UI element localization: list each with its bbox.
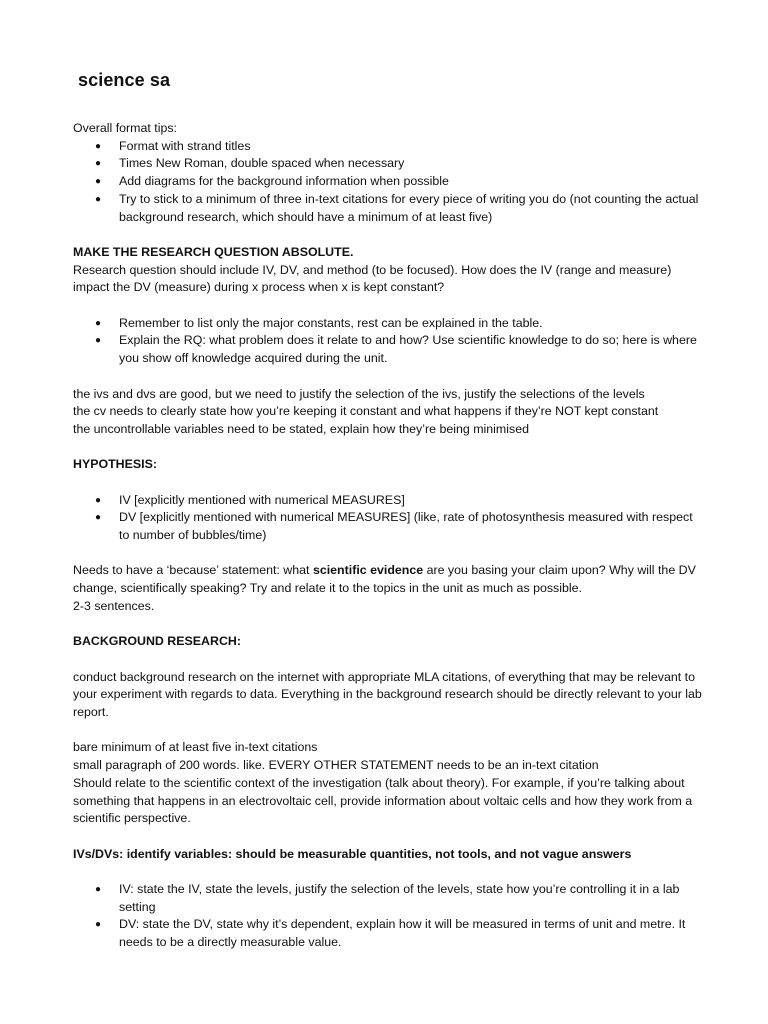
list-item: ● Times New Roman, double spaced when necessary: [73, 155, 703, 173]
bullet-icon: ●: [95, 317, 102, 329]
bullet-icon: ●: [95, 494, 102, 506]
hypothesis-list: [73, 492, 703, 545]
research-note: the cv needs to clearly state how you’re keeping it constant and what happens if they’re NOT kept constant: [73, 404, 659, 419]
list-item: ● Format with strand titles: [73, 138, 703, 156]
list-item: ● Explain the RQ: what problem does it relate to and how? Use scientific knowledge to do so; here is where you show off knowledge acquired during the unit.: [95, 333, 697, 366]
format-tips-heading: Overall format tips:: [73, 121, 177, 135]
research-note: the uncontrollable variables need to be stated, explain how they’re being minimised: [73, 421, 529, 436]
research-question-body: Research question should include IV, DV, and method (to be focused). How does the IV (range and measure) impact the DV (measure) during x process when x is kept constant?: [73, 262, 672, 295]
hypothesis-length-note: 2-3 sentences.: [73, 598, 155, 613]
list-item: ● IV [explicitly mentioned with numerical MEASURES]: [73, 492, 703, 510]
bullet-icon: ●: [95, 158, 102, 170]
hypothesis-heading: HYPOTHESIS:: [73, 457, 157, 472]
research-note: the ivs and dvs are good, but we need to justify the selection of the ivs, justify the selections of the levels: [73, 386, 645, 401]
scientific-evidence-emphasis: scientific evidence: [312, 563, 424, 578]
list-item: ● Add diagrams for the background information when possible: [73, 173, 703, 191]
document-body: [73, 120, 703, 952]
list-item: ● Try to stick to a minimum of three in-text citations for every piece of writing you do (not counting the actual background research, which should have a minimum of at least five): [95, 191, 699, 224]
list-item: ● DV: state the DV, state why it’s dependent, explain how it will be measured in terms of unit and metre. It needs to be a directly measurable value.: [95, 917, 686, 950]
background-line: bare minimum of at least five in-text citations: [73, 740, 318, 755]
research-question-list: [73, 315, 703, 368]
variables-heading: IVs/DVs: identify variables: should be measurable quantities, not tools, and not vague answers: [73, 846, 632, 861]
bullet-icon: ●: [95, 176, 102, 188]
format-tips-list: [73, 138, 703, 227]
list-item: ● Remember to list only the major constants, rest can be explained in the table.: [73, 315, 703, 333]
bullet-icon: ●: [95, 884, 102, 896]
page-title: science sa: [78, 70, 171, 90]
list-item: ● IV: state the IV, state the levels, justify the selection of the levels, state how you’re controlling it in a lab setting: [95, 882, 680, 914]
bullet-icon: ●: [95, 140, 102, 152]
research-question-heading: MAKE THE RESEARCH QUESTION ABSOLUTE.: [73, 244, 354, 259]
bullet-icon: ●: [95, 335, 102, 347]
variables-list: [73, 881, 703, 952]
background-body: conduct background research on the internet with appropriate MLA citations, of everything that may be relevant to your experiment with regards to data. Everything in the background research should be directly relevant to your lab report.: [73, 669, 702, 720]
bullet-icon: ●: [95, 512, 102, 524]
background-heading: BACKGROUND RESEARCH:: [73, 634, 241, 649]
bullet-icon: ●: [95, 919, 102, 931]
hypothesis-body: Needs to have a ‘because’ statement: what scientific evidence are you basing your claim upon? Why will the DV change, scientifically speaking? Try and relate it to the topics in the unit as much as possible.: [73, 563, 696, 596]
list-item: ● DV [explicitly mentioned with numerical MEASURES] (like, rate of photosynthesis measured with respect to number of bubbles/time): [95, 510, 693, 543]
background-line: small paragraph of 200 words. like. EVERY OTHER STATEMENT needs to be an in-text citation: [73, 758, 599, 773]
bullet-icon: ●: [95, 193, 102, 205]
background-line: Should relate to the scientific context of the investigation (talk about theory). For example, if you’re talking about something that happens in an electrovoltaic cell, provide information about voltaic cells and how they work from a scientific perspective.: [73, 775, 693, 826]
